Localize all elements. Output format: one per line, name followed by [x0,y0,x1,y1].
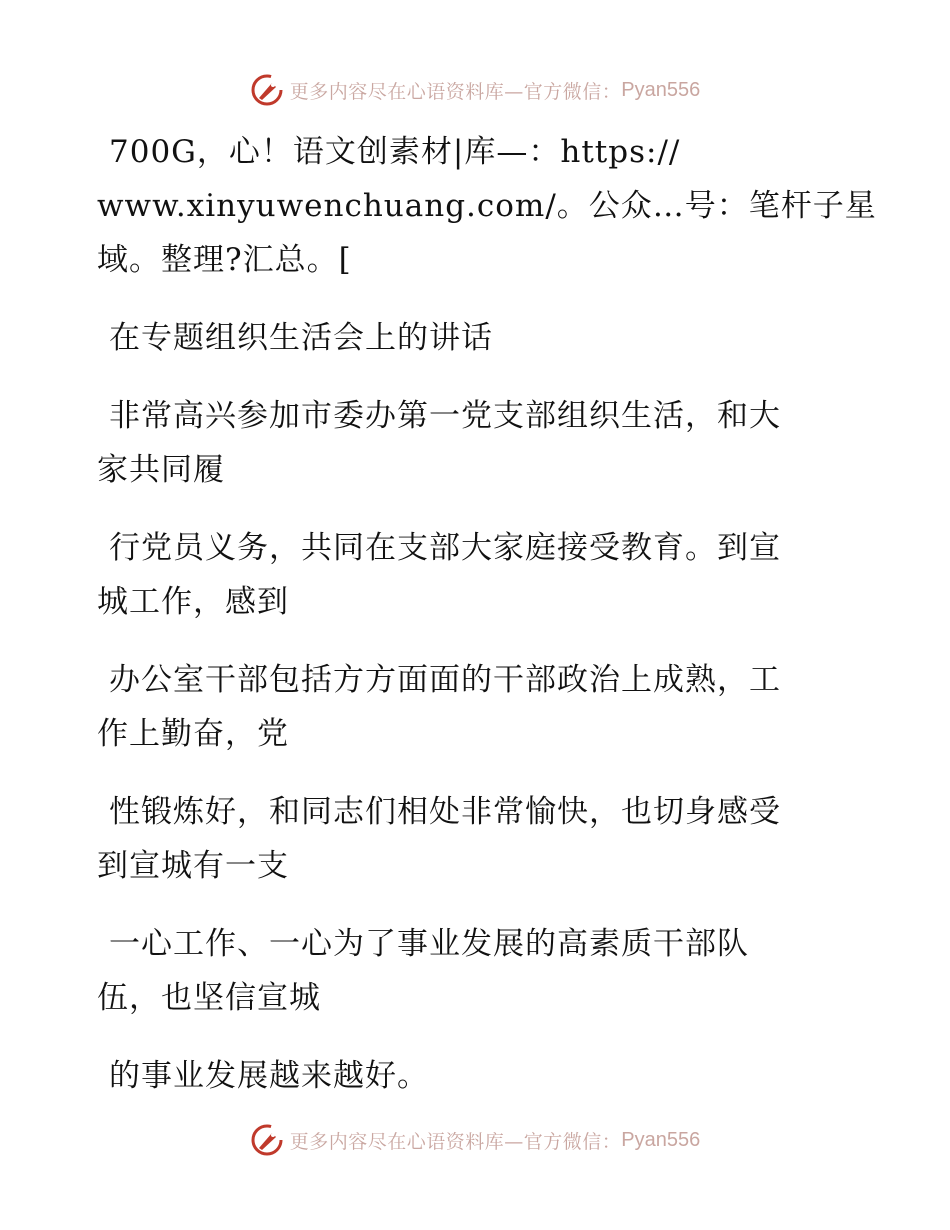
text-line: 伍，也坚信宣城 [97,980,321,1016]
text-line: www.xinyuwenchuang.com/。公众…号：笔杆子星 [97,188,877,224]
text-line: 行党员义务，共同在支部大家庭接受教育。到宣 [109,530,781,566]
text-line: 性锻炼好，和同志们相处非常愉快，也切身感受 [109,794,781,830]
watermark-text: 更多内容尽在心语资料库—官方微信： [289,80,622,103]
document-title: 在专题组织生活会上的讲话 [109,320,493,356]
text-line: 域。整理?汇总。[ [97,242,352,278]
watermark-handle: Pyan556 [621,78,701,101]
watermark-handle: Pyan556 [621,1128,701,1151]
text-line: 700G，心！语文创素材|库—：https:// [109,134,681,170]
text-line: 的事业发展越来越好。 [109,1058,429,1094]
watermark-text: 更多内容尽在心语资料库—官方微信： [289,1130,622,1153]
text-line: 作上勤奋，党 [97,716,289,752]
header-watermark-banner [0,70,950,110]
text-line: 一心工作、一心为了事业发展的高素质干部队 [109,926,749,962]
pen-nib-logo-icon [250,1123,284,1157]
text-line: 非常高兴参加市委办第一党支部组织生活，和大 [109,398,781,434]
pen-nib-logo-icon [250,73,284,107]
text-line: 家共同履 [97,452,225,488]
text-line: 办公室干部包括方方面面的干部政治上成熟，工 [109,662,781,698]
text-line: 到宣城有一支 [97,848,289,884]
footer-watermark-banner [0,1120,950,1160]
document-body [97,125,877,1103]
text-line: 城工作，感到 [97,584,289,620]
